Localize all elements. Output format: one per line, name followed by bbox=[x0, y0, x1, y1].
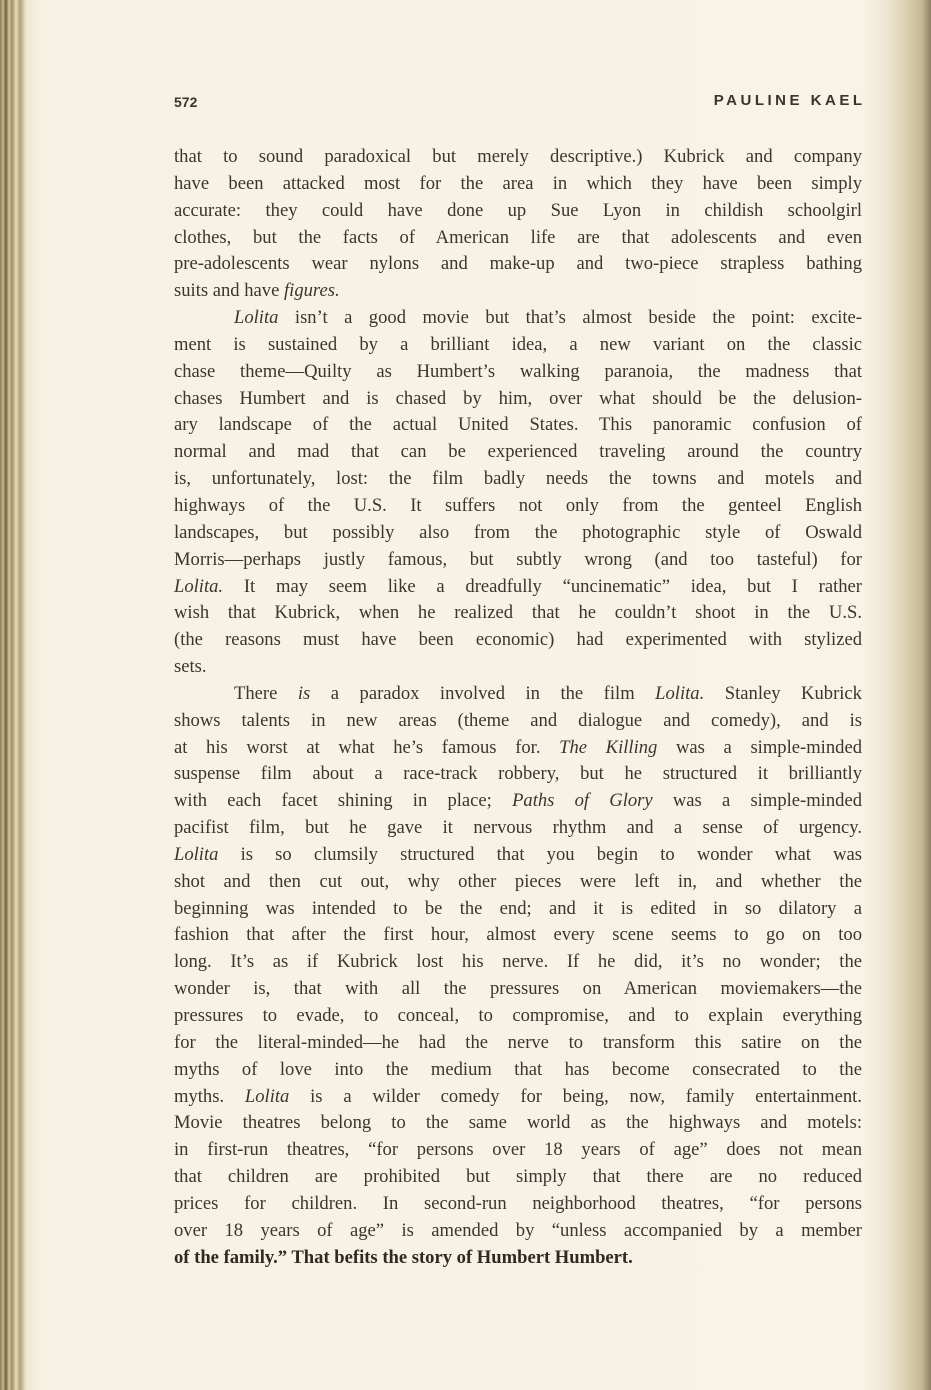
text-segment: isn’t a good movie but that’s almost beside the point: excite- bbox=[278, 307, 862, 329]
text-segment: pacifist film, but he gave it nervous rhythm and a sense of urgency. bbox=[174, 817, 862, 839]
text-line bbox=[174, 1164, 862, 1191]
text-line bbox=[174, 1191, 862, 1218]
italic-title: is bbox=[297, 682, 311, 704]
italic-title: Lolita. bbox=[655, 682, 705, 704]
text-segment: shot and then cut out, why other pieces were left in, and whether the bbox=[174, 870, 862, 892]
text-segment: myths of love into the medium that has become consecrated to the bbox=[174, 1058, 862, 1080]
text-segment: was a simple-minded bbox=[657, 736, 862, 758]
body-text bbox=[174, 144, 862, 1271]
italic-title: Lolita bbox=[244, 1085, 290, 1107]
text-segment: a paradox involved in the film bbox=[310, 682, 656, 704]
page-header bbox=[174, 92, 866, 116]
text-segment: is so clumsily structured that you begin to wonder what was bbox=[218, 843, 862, 865]
text-segment: of the family.” That befits the story of Humbert Humbert. bbox=[174, 1246, 633, 1268]
text-line bbox=[174, 976, 862, 1003]
text-line bbox=[174, 949, 862, 976]
text-segment: prices for children. In second-run neighborhood theatres, “for persons bbox=[174, 1192, 862, 1214]
text-segment: fashion that after the first hour, almost every scene seems to go on too bbox=[174, 924, 862, 946]
text-segment: at his worst at what he’s famous for. bbox=[174, 736, 560, 758]
text-segment: shows talents in new areas (theme and dialogue and comedy), and is bbox=[174, 709, 862, 731]
italic-title: The Killing bbox=[559, 736, 658, 758]
text-segment: normal and mad that can be experienced traveling around the country bbox=[174, 441, 862, 463]
text-line bbox=[174, 735, 862, 762]
text-line bbox=[174, 305, 862, 332]
text-segment: landscapes, but possibly also from the photographic style of Oswald bbox=[174, 521, 862, 543]
text-segment: myths. bbox=[174, 1085, 245, 1107]
text-segment: ary landscape of the actual United States. This panoramic confusion of bbox=[174, 414, 862, 436]
text-segment: accurate: they could have done up Sue Lyon in childish schoolgirl bbox=[174, 199, 862, 221]
running-head: PAULINE KAEL bbox=[713, 92, 866, 109]
text-line bbox=[174, 1245, 862, 1272]
text-segment: have been attacked most for the area in which they have been simply bbox=[174, 172, 862, 194]
text-line bbox=[174, 654, 862, 681]
text-segment: beginning was intended to be the end; and it is edited in so dilatory a bbox=[174, 897, 862, 919]
text-line bbox=[174, 225, 862, 252]
text-segment: chases Humbert and is chased by him, over what should be the delusion- bbox=[174, 387, 862, 409]
text-segment: in first-run theatres, “for persons over 18 years of age” does not mean bbox=[174, 1139, 862, 1161]
text-segment: suits and have bbox=[174, 280, 284, 302]
text-line bbox=[174, 600, 862, 627]
text-segment: There bbox=[234, 682, 298, 704]
text-segment: sets. bbox=[174, 656, 207, 678]
text-segment: Stanley Kubrick bbox=[704, 682, 862, 704]
text-line bbox=[174, 1003, 862, 1030]
text-line bbox=[174, 869, 862, 896]
italic-title: Lolita. bbox=[174, 575, 224, 597]
text-line bbox=[174, 1110, 862, 1137]
text-line bbox=[174, 896, 862, 923]
italic-title: Lolita bbox=[174, 843, 219, 865]
text-line bbox=[174, 278, 862, 305]
text-segment: pressures to evade, to conceal, to compromise, and to explain everything bbox=[174, 1005, 862, 1026]
italic-title: Paths of Glory bbox=[512, 790, 653, 812]
text-line bbox=[174, 627, 862, 654]
text-line bbox=[174, 842, 862, 869]
text-line bbox=[174, 144, 862, 171]
text-line bbox=[174, 439, 862, 466]
text-segment: for the literal-minded—he had the nerve to transform this satire on the bbox=[174, 1031, 862, 1053]
text-segment: Morris—perhaps justly famous, but subtly wrong (and too tasteful) for bbox=[174, 548, 862, 570]
text-line bbox=[174, 922, 862, 949]
text-line bbox=[174, 574, 862, 601]
text-line bbox=[174, 815, 862, 842]
text-line bbox=[174, 1218, 862, 1245]
text-segment: (the reasons must have been economic) had experimented with stylized bbox=[174, 629, 862, 651]
text-line bbox=[174, 466, 862, 493]
text-segment: is, unfortunately, lost: the film badly needs the towns and motels and bbox=[174, 468, 862, 490]
text-line bbox=[174, 761, 862, 788]
italic-title: Lolita bbox=[234, 307, 279, 329]
text-segment: is a wilder comedy for being, now, family entertainment. bbox=[289, 1085, 862, 1107]
text-line bbox=[174, 1057, 862, 1084]
text-line bbox=[174, 681, 862, 708]
text-segment: clothes, but the facts of American life are that adolescents and even bbox=[174, 226, 862, 248]
text-segment: ment is sustained by a brilliant idea, a new variant on the classic bbox=[174, 333, 862, 355]
page-number: 572 bbox=[174, 94, 198, 110]
text-line bbox=[174, 547, 862, 574]
text-segment: that children are prohibited but simply that there are no reduced bbox=[174, 1166, 862, 1188]
italic-title: figures. bbox=[284, 280, 340, 302]
text-line bbox=[174, 1137, 862, 1164]
text-segment: over 18 years of age” is amended by “unless accompanied by a member bbox=[174, 1219, 862, 1241]
text-line bbox=[174, 412, 862, 439]
text-line bbox=[174, 198, 862, 225]
text-segment: was a simple-minded bbox=[652, 790, 862, 812]
text-segment: wish that Kubrick, when he realized that he couldn’t shoot in the U.S. bbox=[174, 602, 862, 624]
text-segment: pre-adolescents wear nylons and make-up and two-piece strapless bathing bbox=[174, 253, 862, 275]
text-line bbox=[174, 171, 862, 198]
text-segment: with each facet shining in place; bbox=[174, 790, 513, 812]
text-segment: chase theme—Quilty as Humbert’s walking paranoia, the madness that bbox=[174, 360, 862, 382]
text-line bbox=[174, 493, 862, 520]
text-segment: It may seem like a dreadfully “uncinematic” idea, but I rather bbox=[223, 575, 862, 597]
text-line bbox=[174, 788, 862, 815]
text-line bbox=[174, 708, 862, 735]
text-segment: highways of the U.S. It suffers not only from the genteel English bbox=[174, 494, 862, 516]
text-line bbox=[174, 386, 862, 413]
text-line bbox=[174, 520, 862, 547]
text-line bbox=[174, 359, 862, 386]
text-segment: that to sound paradoxical but merely descriptive.) Kubrick and company bbox=[174, 146, 862, 167]
text-segment: wonder is, that with all the pressures on American moviemakers—the bbox=[174, 978, 862, 1000]
text-line bbox=[174, 1030, 862, 1057]
text-line bbox=[174, 1084, 862, 1111]
text-segment: long. It’s as if Kubrick lost his nerve. If he did, it’s no wonder; the bbox=[174, 951, 862, 973]
text-line bbox=[174, 251, 862, 278]
text-segment: Movie theatres belong to the same world as the highways and motels: bbox=[174, 1112, 862, 1134]
text-segment: suspense film about a race-track robbery, but he structured it brilliantly bbox=[174, 763, 862, 785]
text-line bbox=[174, 332, 862, 359]
